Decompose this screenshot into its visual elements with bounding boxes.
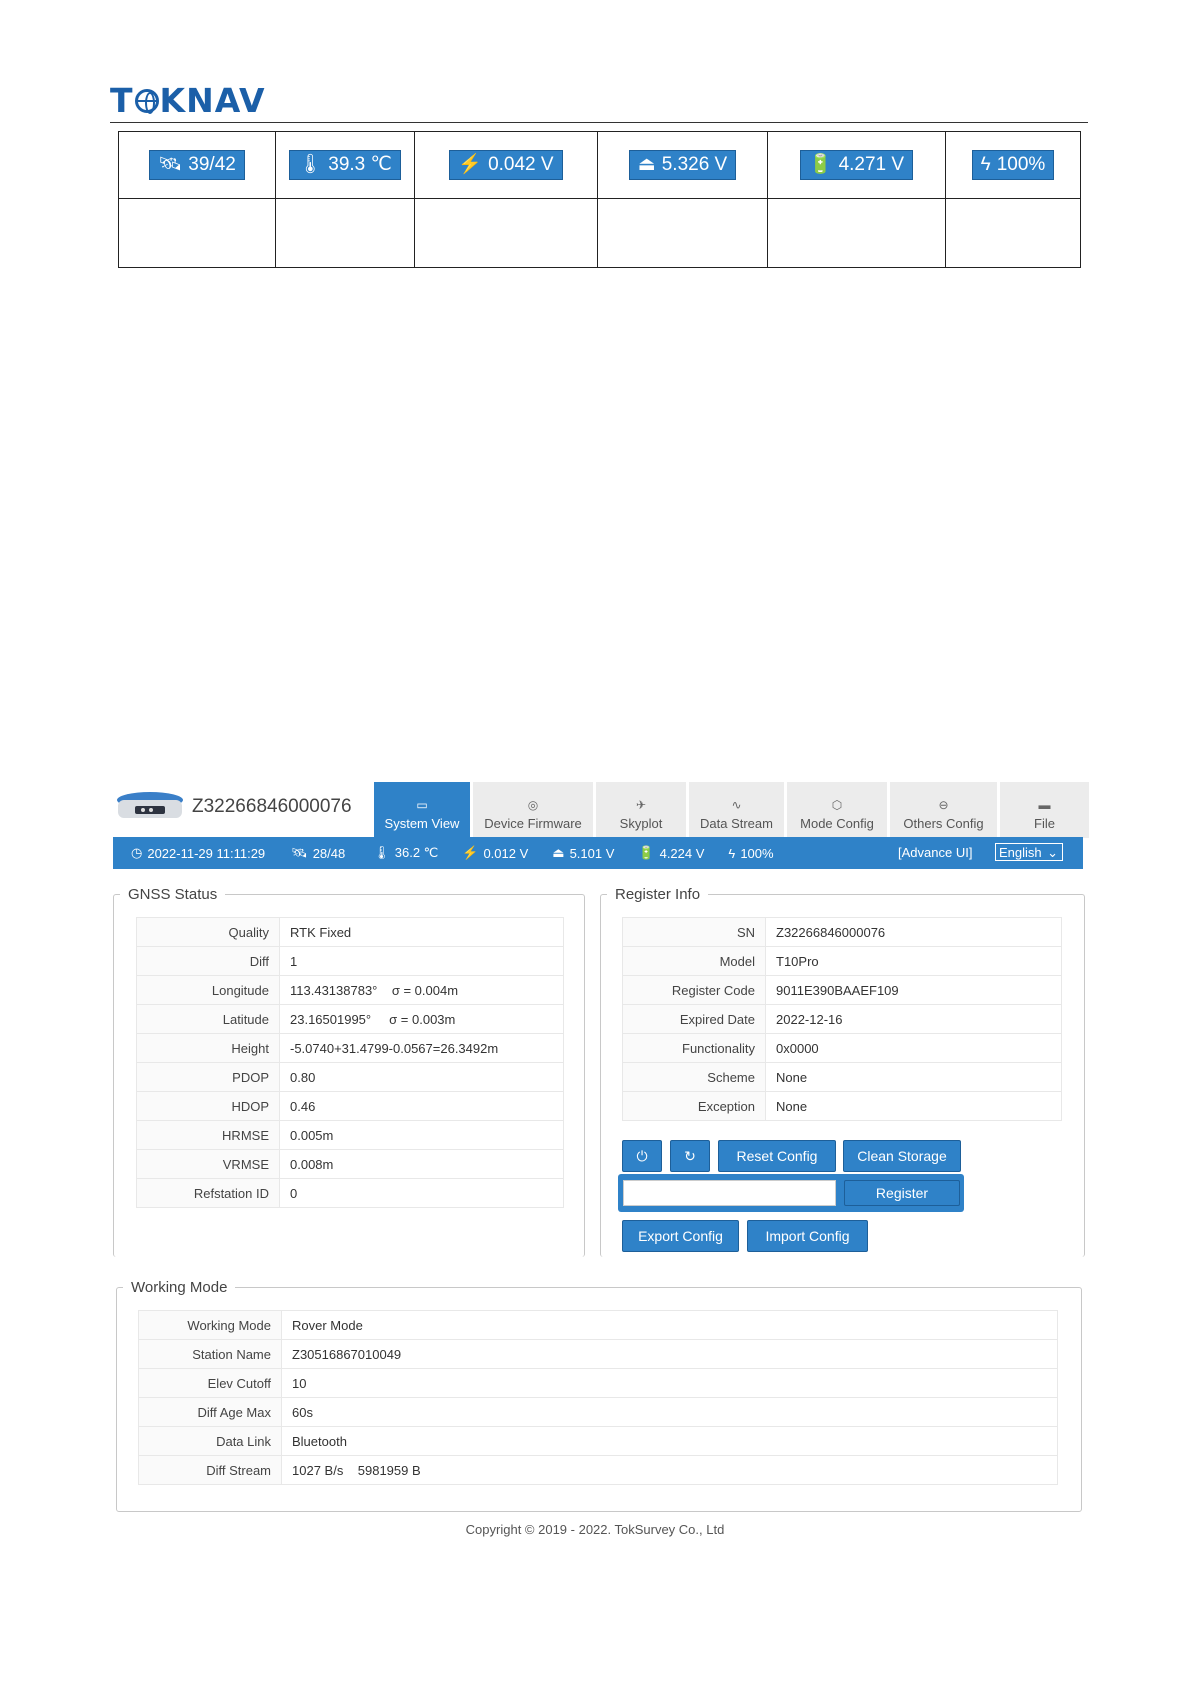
row-value: Rover Mode (282, 1311, 1058, 1340)
status-temperature (373, 845, 438, 861)
refresh-button[interactable] (670, 1140, 710, 1172)
language-value: English (999, 845, 1042, 860)
row-value: 0.46 (280, 1092, 564, 1121)
charge-value: 100% (996, 154, 1046, 175)
cell-battery (768, 132, 946, 199)
tab-label: System View (384, 816, 460, 831)
voltage1-value: 0.012 V (483, 845, 529, 861)
row-value: 0.005m (280, 1121, 564, 1150)
table-row (137, 918, 564, 947)
table-row (137, 1034, 564, 1063)
empty-cell (119, 199, 276, 268)
export-config-button[interactable]: Export Config (622, 1220, 739, 1252)
empty-cell (415, 199, 598, 268)
charge-value: 100% (740, 845, 774, 861)
voltage-icon: ⚡ (458, 154, 483, 175)
working-mode-table (138, 1310, 1058, 1485)
external-power-chip (629, 150, 736, 180)
toknav-logo (110, 81, 266, 120)
status-bar (113, 837, 1083, 869)
row-key: VRMSE (137, 1150, 280, 1179)
table-row (623, 1034, 1062, 1063)
row-value: 23.16501995° σ = 0.003m (280, 1005, 564, 1034)
row-key: Quality (137, 918, 280, 947)
tab-mode-config[interactable] (787, 782, 887, 838)
row-key: Diff Age Max (139, 1398, 282, 1427)
register-button[interactable]: Register (844, 1180, 960, 1206)
battery-icon: 🔋 (808, 154, 833, 175)
status-charge (728, 846, 773, 861)
cell-voltage (415, 132, 598, 199)
voltage-icon: ⚡ (462, 845, 479, 860)
satellites-chip (149, 150, 245, 180)
power-button[interactable] (622, 1140, 662, 1172)
row-value: 0.008m (280, 1150, 564, 1179)
table-row (137, 1121, 564, 1150)
row-key: Model (623, 947, 766, 976)
voltage-chip (449, 150, 562, 180)
external-power-icon: ⏏ (552, 845, 565, 860)
status-voltage1 (462, 845, 528, 861)
empty-cell (276, 199, 415, 268)
table-row (139, 1456, 1058, 1485)
stream-icon: ∿ (731, 798, 742, 812)
reset-config-button[interactable]: Reset Config (718, 1140, 836, 1172)
table-row (137, 1179, 564, 1208)
satellite-icon: 🛰 (291, 845, 308, 860)
tab-label: Data Stream (700, 816, 773, 831)
chevron-down-icon: ⌄ (1047, 845, 1058, 860)
row-key: Expired Date (623, 1005, 766, 1034)
row-value: T10Pro (766, 947, 1062, 976)
logo-text-left: T (110, 81, 134, 120)
temperature-value: 39.3 ℃ (328, 154, 392, 175)
table-row (137, 976, 564, 1005)
cell-charge (946, 132, 1081, 199)
voltage2-value: 5.101 V (569, 845, 615, 861)
tab-label: Device Firmware (484, 816, 582, 831)
chip-icon: ◎ (527, 798, 539, 812)
tab-skyplot[interactable] (596, 782, 686, 838)
cube-icon: ⬡ (831, 798, 843, 812)
globe-icon (135, 89, 159, 113)
battery-value: 4.224 V (659, 845, 705, 861)
empty-cell (946, 199, 1081, 268)
tab-data-stream[interactable] (689, 782, 784, 838)
table-row (137, 1005, 564, 1034)
table-row (139, 1369, 1058, 1398)
external-power-icon: ⏏ (637, 154, 656, 175)
device-serial-title: Z32266846000076 (192, 796, 352, 817)
row-value: 0 (280, 1179, 564, 1208)
row-value: 9011E390BAAEF109 (766, 976, 1062, 1005)
chart-icon: ▭ (416, 798, 428, 812)
table-row (137, 1063, 564, 1092)
logo-text-right: KNAV (159, 81, 266, 120)
external-power-value: 5.326 V (661, 154, 728, 175)
row-value: RTK Fixed (280, 918, 564, 947)
thermometer-icon: 🌡 (298, 154, 323, 175)
row-key: Functionality (623, 1034, 766, 1063)
battery-icon: 🔋 (638, 845, 655, 860)
row-value: 2022-12-16 (766, 1005, 1062, 1034)
row-key: SN (623, 918, 766, 947)
status-satellites (291, 845, 345, 861)
row-value: 10 (282, 1369, 1058, 1398)
cell-temperature (276, 132, 415, 199)
battery-chip (800, 150, 913, 180)
clock-icon: ◷ (131, 845, 143, 860)
folder-icon: ▬ (1038, 798, 1051, 812)
row-key: Working Mode (139, 1311, 282, 1340)
cell-satellites (119, 132, 276, 199)
datetime-value: 2022-11-29 11:11:29 (147, 845, 266, 861)
cell-external-power (598, 132, 768, 199)
row-key: Height (137, 1034, 280, 1063)
row-key: PDOP (137, 1063, 280, 1092)
table-row (137, 1150, 564, 1179)
refresh-icon: ↻ (684, 1147, 696, 1164)
satellites-value: 28/48 (312, 845, 346, 861)
row-value: Bluetooth (282, 1427, 1058, 1456)
temperature-chip (289, 150, 401, 180)
status-datetime (131, 845, 265, 861)
receiver-device-icon (115, 790, 185, 824)
row-key: Register Code (623, 976, 766, 1005)
table-row (623, 1063, 1062, 1092)
thermometer-icon: 🌡 (373, 845, 390, 860)
row-key: HRMSE (137, 1121, 280, 1150)
charge-chip (972, 150, 1055, 180)
satellite-icon: ✈ (635, 798, 647, 812)
row-value: 1027 B/s 5981959 B (282, 1456, 1058, 1485)
table-row (623, 918, 1062, 947)
tab-label: File (1034, 816, 1055, 831)
clean-storage-button[interactable]: Clean Storage (843, 1140, 961, 1172)
row-key: Elev Cutoff (139, 1369, 282, 1398)
satellite-icon: 🛰 (158, 154, 183, 175)
charge-icon: ϟ (980, 154, 991, 175)
copyright-text: Copyright © 2019 - 2022. TokSurvey Co., Ltd (465, 1522, 725, 1537)
row-key: HDOP (137, 1092, 280, 1121)
gnss-status-title: GNSS Status (128, 886, 218, 903)
status-battery (638, 845, 704, 861)
row-key: Data Link (139, 1427, 282, 1456)
row-value: Z32266846000076 (766, 918, 1062, 947)
status-icon-table (118, 131, 1081, 268)
tab-label: Skyplot (619, 816, 663, 831)
row-key: Scheme (623, 1063, 766, 1092)
row-key: Latitude (137, 1005, 280, 1034)
table-row (623, 976, 1062, 1005)
main-tabs (374, 782, 1092, 838)
empty-cell (598, 199, 768, 268)
row-key: Refstation ID (137, 1179, 280, 1208)
battery-value: 4.271 V (838, 154, 905, 175)
tab-system-view[interactable] (374, 782, 470, 838)
tab-label: Mode Config (800, 816, 874, 831)
row-value: 113.43138783° σ = 0.004m (280, 976, 564, 1005)
language-select[interactable] (995, 843, 1063, 861)
table-row (139, 1398, 1058, 1427)
row-value: 60s (282, 1398, 1058, 1427)
table-row (623, 1005, 1062, 1034)
table-row (623, 1092, 1062, 1121)
status-voltage2 (552, 845, 614, 861)
tab-label: Others Config (903, 816, 984, 831)
table-row (137, 947, 564, 976)
row-value: 0.80 (280, 1063, 564, 1092)
power-icon: ⏻ (636, 1147, 648, 1164)
more-icon: ⊖ (938, 798, 949, 812)
table-row (139, 1311, 1058, 1340)
row-value: 0x0000 (766, 1034, 1062, 1063)
row-value: 1 (280, 947, 564, 976)
import-config-button[interactable]: Import Config (747, 1220, 868, 1252)
row-value: None (766, 1092, 1062, 1121)
working-mode-title: Working Mode (131, 1279, 228, 1296)
row-value: None (766, 1063, 1062, 1092)
row-key: Diff Stream (139, 1456, 282, 1485)
gnss-status-table (136, 917, 564, 1208)
row-key: Station Name (139, 1340, 282, 1369)
advance-ui-link[interactable]: [Advance UI] (898, 845, 973, 860)
temperature-value: 36.2 ℃ (394, 845, 439, 860)
register-info-title: Register Info (615, 886, 701, 903)
table-row (137, 1092, 564, 1121)
header-rule (110, 122, 1088, 123)
voltage-value: 0.042 V (488, 154, 554, 175)
table-row (623, 947, 1062, 976)
table-row (139, 1427, 1058, 1456)
row-key: Diff (137, 947, 280, 976)
row-key: Longitude (137, 976, 280, 1005)
register-code-input[interactable] (623, 1180, 836, 1206)
tab-others-config[interactable] (890, 782, 997, 838)
register-info-table (622, 917, 1062, 1121)
empty-cell (768, 199, 946, 268)
row-value: Z30516867010049 (282, 1340, 1058, 1369)
row-value: -5.0740+31.4799-0.0567=26.3492m (280, 1034, 564, 1063)
tab-file[interactable] (1000, 782, 1089, 838)
tab-device-firmware[interactable] (473, 782, 593, 838)
charge-icon: ϟ (728, 845, 736, 861)
satellites-value: 39/42 (188, 154, 236, 175)
row-key: Exception (623, 1092, 766, 1121)
table-row (139, 1340, 1058, 1369)
